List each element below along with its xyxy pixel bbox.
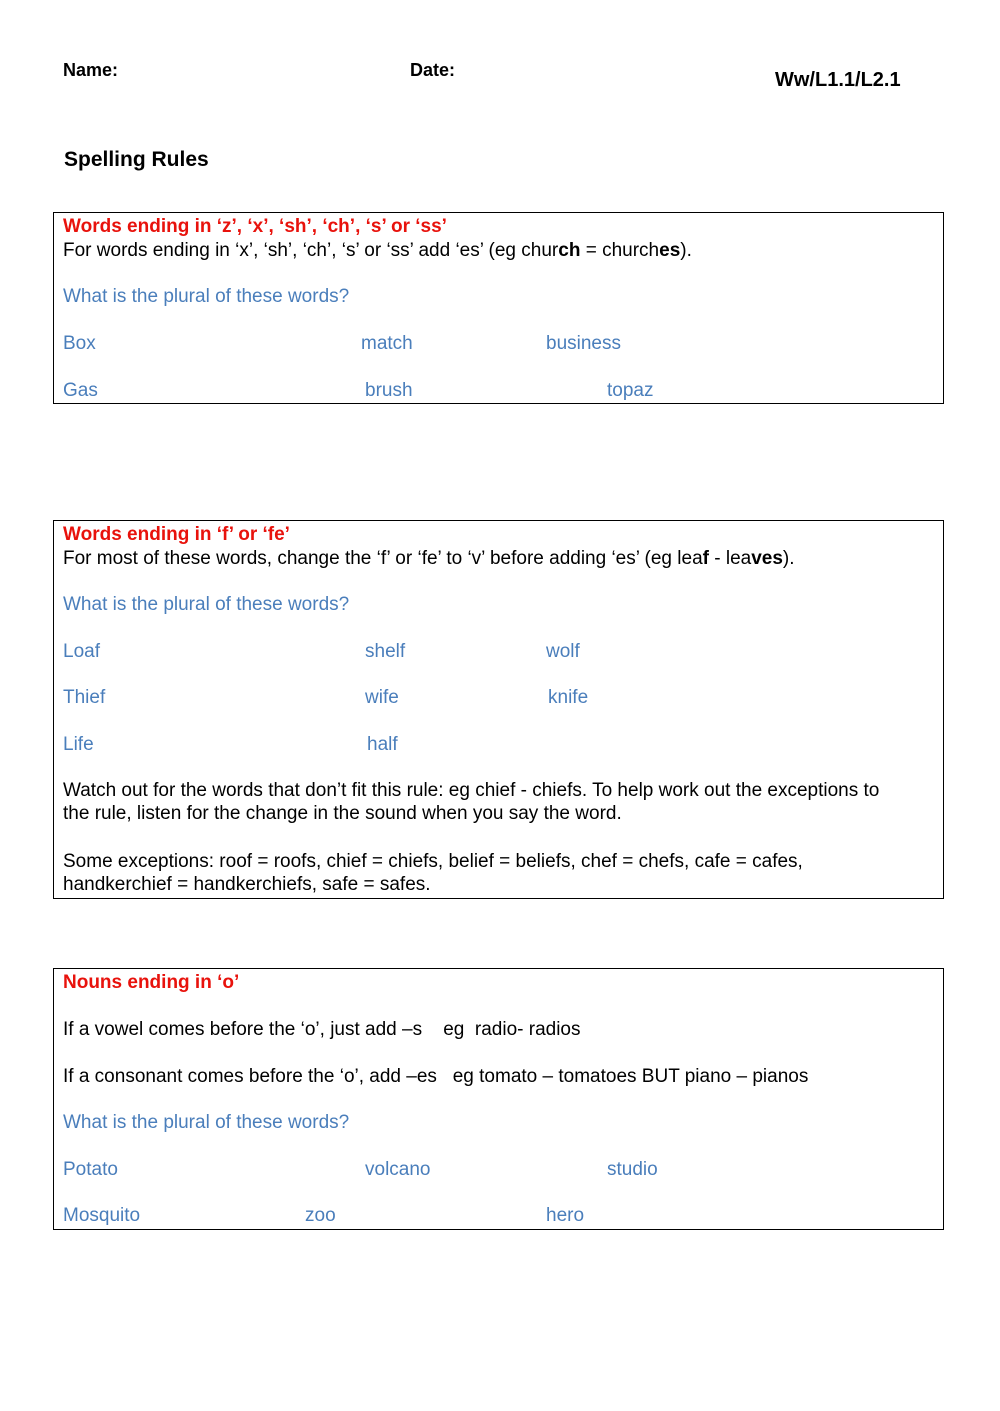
word: Potato xyxy=(63,1159,118,1180)
date-label: Date: xyxy=(410,60,456,80)
question: What is the plural of these words? xyxy=(63,1112,350,1133)
page-title: Spelling Rules xyxy=(64,148,209,171)
word: shelf xyxy=(365,641,406,662)
word: half xyxy=(367,734,398,755)
exceptions-line: handkerchief = handkerchiefs, safe = safes. xyxy=(63,874,431,895)
word: Box xyxy=(63,333,96,354)
word: business xyxy=(546,333,621,354)
word: Life xyxy=(63,734,94,755)
rule-text: For words ending in ‘x’, ‘sh’, ‘ch’, ‘s’ or ‘ss’ add ‘es’ (eg church = churches). xyxy=(63,240,692,261)
word: Gas xyxy=(63,380,98,401)
word: studio xyxy=(607,1159,658,1180)
section-o xyxy=(53,968,944,1230)
document-code: Ww/L1.1/L2.1 xyxy=(775,69,901,91)
word: hero xyxy=(546,1205,585,1226)
word: wife xyxy=(365,687,399,708)
word: zoo xyxy=(305,1205,336,1226)
word: topaz xyxy=(607,380,654,401)
section-heading: Nouns ending in ‘o’ xyxy=(63,972,240,993)
section-heading: Words ending in ‘z’, ‘x’, ‘sh’, ‘ch’, ‘s’ or ‘ss’ xyxy=(63,216,447,237)
rule-text: For most of these words, change the ‘f’ or ‘fe’ to ‘v’ before adding ‘es’ (eg leaf - leaves). xyxy=(63,548,795,569)
word: Mosquito xyxy=(63,1205,141,1226)
section-z-x-sh-ch-s-ss xyxy=(53,212,944,404)
vowel-rule: If a vowel comes before the ‘o’, just add –s eg radio- radios xyxy=(63,1019,581,1040)
section-f-fe xyxy=(53,520,944,899)
word: Thief xyxy=(63,687,106,708)
question: What is the plural of these words? xyxy=(63,286,350,307)
word: wolf xyxy=(546,641,580,662)
word: volcano xyxy=(365,1159,431,1180)
word: brush xyxy=(365,380,413,401)
name-label: Name: xyxy=(63,60,119,80)
word: knife xyxy=(548,687,589,708)
section-heading: Words ending in ‘f’ or ‘fe’ xyxy=(63,524,290,545)
note-line: Watch out for the words that don’t fit this rule: eg chief - chiefs. To help work out the exceptions to xyxy=(63,780,880,801)
word: match xyxy=(361,333,413,354)
note-line: the rule, listen for the change in the sound when you say the word. xyxy=(63,803,622,824)
exceptions-line: Some exceptions: roof = roofs, chief = chiefs, belief = beliefs, chef = chefs, cafe = cafes, xyxy=(63,851,803,872)
consonant-rule: If a consonant comes before the ‘o’, add –es eg tomato – tomatoes BUT piano – pianos xyxy=(63,1066,809,1087)
word: Loaf xyxy=(63,641,100,662)
question: What is the plural of these words? xyxy=(63,594,350,615)
